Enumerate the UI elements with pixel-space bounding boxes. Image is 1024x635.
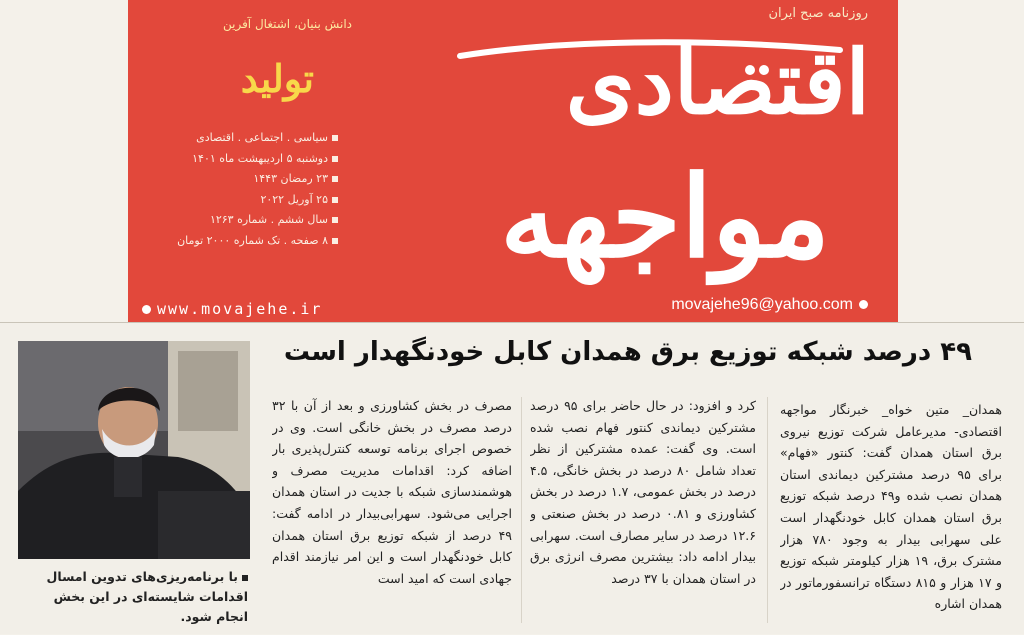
issue-info bbox=[158, 128, 338, 252]
news-article bbox=[0, 322, 1024, 634]
slogan-text: دانش بنیان، اشتغال آفرین bbox=[222, 17, 352, 31]
article-headline: ۴۹ درصد شبکه توزیع برق همدان کابل خودنگهدار است bbox=[283, 337, 972, 367]
bullet-square-icon bbox=[242, 575, 248, 581]
bullet-square-icon bbox=[332, 197, 338, 203]
photo-caption: با برنامه‌ریزی‌های تدوین امسال اقدامات شایسته‌ای در این بخش انجام شود. bbox=[46, 569, 248, 624]
bullet-square-icon bbox=[332, 217, 338, 223]
logo-word-movajehe: مواجهه bbox=[500, 152, 830, 283]
bullet-square-icon bbox=[332, 156, 338, 162]
issue-info-row: سال ششم . شماره ۱۲۶۳ bbox=[158, 210, 338, 231]
bullet-square-icon bbox=[332, 176, 338, 182]
bullet-dot-icon bbox=[859, 300, 868, 309]
bullet-square-icon bbox=[332, 238, 338, 244]
article-photo bbox=[18, 341, 250, 559]
issue-info-row: ۸ صفحه . تک شماره ۲۰۰۰ تومان bbox=[158, 231, 338, 252]
bullet-dot-icon bbox=[142, 305, 151, 314]
column-divider bbox=[521, 397, 522, 623]
issue-info-row: ۲۳ رمضان ۱۴۴۳ bbox=[158, 169, 338, 190]
article-column-3: مصرف در بخش کشاورزی و بعد از آن با ۳۲ درصد مصرف در بخش خانگی است. وی در خصوص اجرای برنامه توسعه کنترل‌پذیری بار اضافه کرد: اقدامات مدیریت مصرف و هوشمندسازی شبکه با جدیت در استان همدان اجرایی می‌شود. سهرابی‌بیدار در ادامه گفت: ۴۹ درصد از شبکه توزیع برق استان همدان کابل خودنگهدار است و این امر نیازمند اقدام جهادی است که امید است bbox=[272, 398, 512, 586]
article-column-1: همدان_ متین خواه_ خبرنگار مواجهه اقتصادی- مدیرعامل شرکت توزیع نیروی برق استان همدان گفت: کنتور «فهام» برای ۹۵ درصد مشترکین دیماندی استان همدان نصب شده و۴۹ درصد شبکه توزیع برق استان همدان کابل خودنگهدار است علی سهرابی بیدار به وجود ۷۸۰ هزار مشترک برق، ۱۹ هزار کیلومتر شبکه توزیع و ۱۷ هزار و ۸۱۵ دستگاه ترانسفورماتور در همدان اشاره bbox=[780, 402, 1002, 612]
newspaper-masthead bbox=[128, 0, 898, 328]
website-link[interactable]: www.movajehe.ir bbox=[142, 300, 322, 318]
bullet-square-icon bbox=[332, 135, 338, 141]
email-link[interactable]: movajehe96@yahoo.com bbox=[671, 296, 868, 314]
slogan-word: تولید bbox=[240, 56, 314, 101]
article-column-2: کرد و افزود: در حال حاضر برای ۹۵ درصد مشترکین دیماندی کنتور فهام نصب شده است. وی گفت: عمده مشترکین از نظر تعداد شامل ۸۰ درصد در بخش خانگی، ۴.۵ درصد در بخش عمومی، ۱.۷ درصد در بخش کشاورزی و ۰.۸۱ درصد در بخش صنعتی و ۱۲.۶ درصد در سایر مصارف است. سهرابی بیدار ادامه داد: بیشترین مصرف انرژی برق در استان همدان با ۳۷ درصد bbox=[530, 398, 756, 586]
issue-info-row: سیاسی . اجتماعی . اقتصادی bbox=[158, 128, 338, 149]
column-divider bbox=[767, 397, 768, 623]
production-slogan bbox=[154, 12, 354, 112]
issue-info-row: ۲۵ آوریل ۲۰۲۲ bbox=[158, 190, 338, 211]
logo-word-economic: اقتصادی bbox=[565, 30, 870, 134]
issue-info-row: دوشنبه ۵ اردیبهشت ماه ۱۴۰۱ bbox=[158, 149, 338, 170]
newspaper-logo bbox=[400, 30, 870, 290]
man-with-mask-photo bbox=[18, 341, 250, 559]
masthead-tagline: روزنامه صبح ایران bbox=[768, 6, 868, 21]
